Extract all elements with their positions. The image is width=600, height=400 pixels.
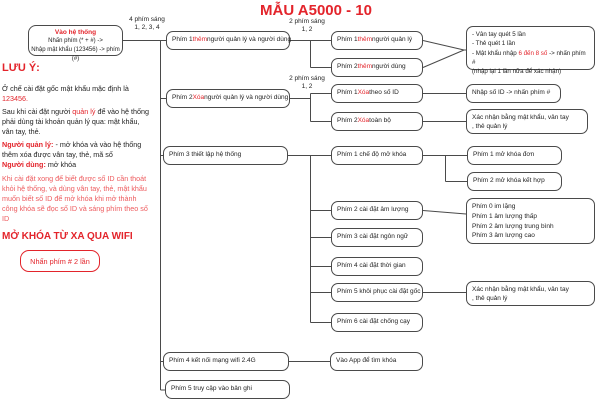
text-part: - Mật khẩu nhập — [472, 49, 519, 57]
role-user-label: Người dùng: — [2, 160, 46, 170]
node-language-setting — [331, 228, 423, 247]
text-part: Phím 1 chế độ mở khóa — [337, 151, 407, 159]
text-part: Phím 2 — [172, 94, 193, 102]
confirm-delete-line2: , thẻ quản lý — [472, 123, 508, 131]
text-part-accent: Xóa — [357, 89, 370, 97]
branch-system — [288, 156, 331, 323]
text-part: Phím 6 cài đặt chống cạy — [337, 318, 410, 326]
page-title: MẪU A5000 - 10 — [260, 2, 372, 19]
volume-level-2: Phím 2 âm lượng trung bình — [472, 222, 554, 230]
role-manager-label: Người quản lý: — [2, 140, 54, 149]
volume-level-0: Phím 0 im lặng — [472, 203, 516, 210]
node-app-find-lock — [330, 352, 423, 371]
node-key4-wifi — [163, 352, 289, 371]
text-part-accent: thêm — [192, 36, 208, 44]
node-confirm-reset — [466, 281, 595, 306]
text-part-accent: thêm — [357, 63, 373, 71]
text-part: Phím 1 mở khóa đơn — [473, 151, 535, 159]
text-part: Ở chế cài đặt gốc mật khẩu mặc định là — [2, 84, 129, 93]
branch-enroll — [423, 41, 466, 68]
notes-heading: LƯU Ý: — [2, 62, 40, 74]
label-two-keys-a — [284, 18, 330, 35]
text-part: Phím 4 cài đặt thời gian — [337, 262, 406, 270]
node-factory-reset — [331, 283, 423, 302]
node-add-manager — [331, 31, 423, 50]
text-part: mở khóa — [45, 160, 77, 170]
node-enter-system-line2: Nhấn phím (* + #) -> — [48, 38, 103, 45]
text-part: Nhập số ID -> nhấn phím # — [472, 89, 551, 97]
note-manager-account — [2, 107, 152, 137]
branch-volume — [423, 211, 466, 215]
text-part-accent: 6 đến 8 số — [518, 49, 548, 57]
node-time-setting — [331, 257, 423, 276]
label-two-keys-b-line2: 1, 2 — [301, 83, 313, 91]
text-part: theo số ID — [369, 89, 399, 97]
confirm-reset-line1: Xác nhận bằng mật khẩu, vân tay — [472, 286, 569, 293]
text-part: người quản lý và người dùng — [207, 36, 292, 44]
enroll-line3 — [472, 49, 589, 68]
node-delete-by-id — [331, 84, 423, 103]
text-part: Phím 4 kết nối mạng wifi 2.4G — [169, 357, 256, 365]
text-part-accent: quản lý — [72, 107, 96, 116]
text-part: Phím 3 thiết lập hệ thống — [169, 151, 242, 159]
confirm-delete-line1: Xác nhận bằng mật khẩu, vân tay — [472, 114, 569, 121]
text-part: người dùng — [372, 63, 406, 71]
node-volume-setting — [331, 201, 423, 220]
text-part: -> nhấn phím # — [472, 49, 586, 66]
volume-level-1: Phím 1 âm lượng thấp — [472, 212, 537, 220]
label-four-keys-line2: 1, 2, 3, 4 — [134, 24, 160, 32]
note-default-password — [2, 84, 152, 104]
text-part: Phím 2 mở khóa kết hợp — [473, 177, 545, 185]
node-tamper-setting — [331, 313, 423, 332]
label-four-keys-line1: 4 phím sáng — [129, 16, 165, 23]
text-part: Phím 1 — [337, 89, 358, 97]
volume-level-3: Phím 3 âm lượng cao — [472, 232, 535, 240]
branch-unlock-mode — [423, 156, 467, 182]
text-part: Phím 3 cài đặt ngôn ngữ — [337, 233, 409, 241]
node-enter-system-title: Vào hệ thống — [54, 29, 97, 36]
text-part: Phím 2 — [337, 63, 358, 71]
node-key5-records — [165, 380, 290, 399]
text-part: Phím 5 khôi phục cài đặt gốc — [337, 288, 421, 296]
node-delete-all — [331, 112, 423, 131]
node-enter-system-line3: Nhập mật khẩu (123456) -> phím (#) — [31, 47, 120, 62]
text-part: Phím 5 truy cập vào bản ghi — [171, 385, 252, 393]
node-key1-add-users — [166, 31, 290, 50]
branch-del — [290, 94, 331, 122]
wifi-unlock-heading: MỞ KHÓA TỪ XA QUA WIFI — [2, 231, 133, 242]
node-enter-id — [466, 84, 561, 103]
node-enroll-methods — [466, 26, 595, 76]
node-confirm-delete — [466, 109, 588, 134]
text-part-accent: 123456. — [2, 94, 28, 104]
text-part: Phím 1 — [172, 36, 193, 44]
text-part: Sau khi cài đặt người — [2, 107, 73, 116]
note-roles — [2, 140, 152, 170]
text-part: Phím 1 — [337, 36, 358, 44]
text-part: - mở khóa và vào hệ thống thêm xóa được vân tay, thẻ, mã số — [2, 140, 142, 160]
enroll-line4: (nhập lại 1 lần nữa để xác nhận) — [472, 68, 562, 76]
node-unlock-mode — [331, 146, 423, 165]
note-id-readout: Khi cài đặt xong để biết được số ID cần thoát khỏi hệ thống, và dùng vân tay, thẻ, mật khẩu muốn biết số ID để mở khóa khi mở thành công khóa sẽ đọc số ID và sáng phím theo số ID — [2, 174, 148, 224]
wifi-unlock-key-box — [20, 250, 100, 272]
node-key2-del-users — [166, 89, 290, 108]
label-two-keys-a-line2: 1, 2 — [301, 26, 313, 34]
text-part: Phím 2 cài đặt âm lượng — [337, 206, 409, 214]
node-unlock-combo — [467, 172, 562, 191]
text-part: Vào App để tìm khóa — [336, 357, 397, 365]
text-part-accent: thêm — [357, 36, 373, 44]
text-part-accent: Xóa — [192, 94, 205, 102]
text-part-accent: Xóa — [357, 117, 370, 125]
label-two-keys-a-line1: 2 phím sáng — [289, 18, 325, 25]
confirm-reset-line2: , thẻ quản lý — [472, 295, 508, 303]
label-four-keys — [120, 16, 174, 33]
text-part: để vào hệ thống phải dùng tài khoản quản lý qua: mật khẩu, vân tay, thẻ. — [2, 107, 150, 137]
enroll-line1: - Vân tay quét 5 lần — [472, 31, 526, 38]
text-part: toàn bộ — [369, 117, 391, 125]
enroll-line2: - Thẻ quét 1 lần — [472, 40, 516, 48]
branch-add — [290, 41, 331, 68]
label-two-keys-b — [284, 75, 330, 92]
node-key3-system-setup — [163, 146, 288, 165]
text-part: người quản lý — [372, 36, 413, 44]
wifi-unlock-key-label: Nhấn phím # 2 lần — [30, 256, 90, 266]
node-add-user — [331, 58, 423, 77]
text-part: người quản lý và người dùng — [204, 94, 289, 102]
label-two-keys-b-line1: 2 phím sáng — [289, 75, 325, 82]
node-volume-levels — [466, 198, 595, 244]
node-unlock-single — [467, 146, 562, 165]
node-enter-system — [28, 25, 123, 62]
text-part: Phím 2 — [337, 117, 358, 125]
